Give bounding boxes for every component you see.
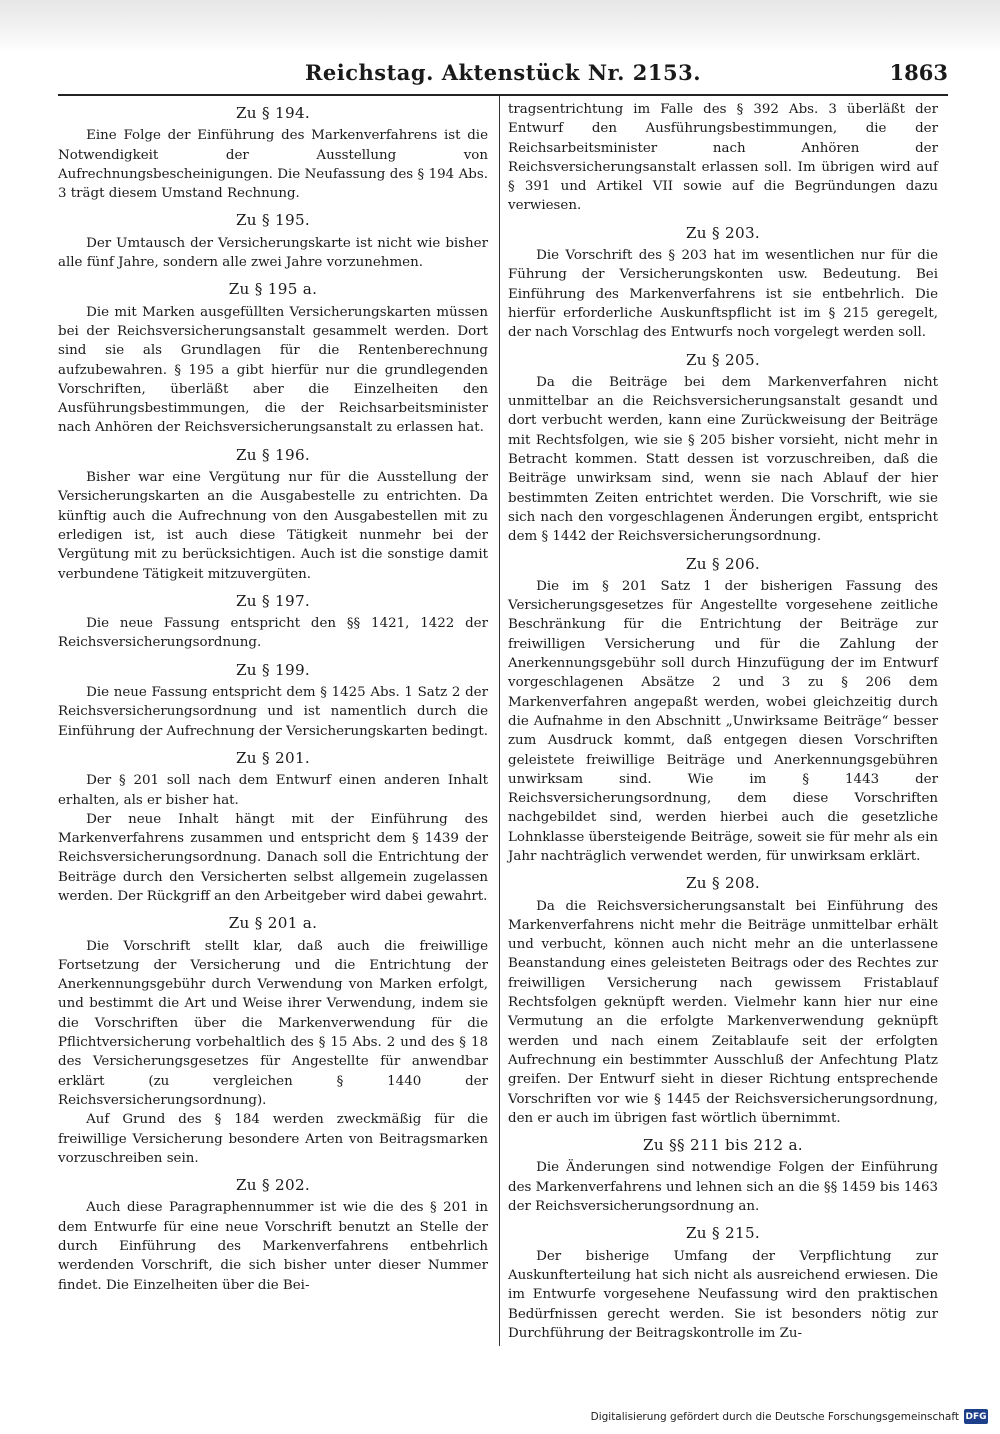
section-paragraph: Bisher war eine Vergütung nur für die Ausstellung der Versicherungskarten an die Ausgabestelle zu entrichten. Da künftig auch die Aufrechnung von den Ausgabestellen mit zu erledigen ist, ist auch diese Tätigkeit nunmehr bei der Vergütung mit zu berücksichtigen. Auch ist die sonstige damit verbundene Tätigkeit mitzuvergüten.	[58, 470, 488, 582]
section-paragraph: Die mit Marken ausgefüllten Versicherungskarten müssen bei der Reichsversicherungsanstalt gesammelt werden. Dort sind sie als Grundlagen für die Rentenberechnung aufzubewahren. § 195 a gibt hierfür nur die grundlegenden Vorschriften, überläßt aber die Einzelheiten den Ausführungsbestimmungen, die der Reichsarbeitsminister nach Anhören der Reichsversicherungsanstalt zu erlassen hat.	[58, 304, 488, 436]
section-heading: Zu § 203.	[685, 223, 761, 242]
section-paragraph: Eine Folge der Einführung des Markenverfahrens ist die Notwendigkeit der Ausstellung von Aufrechnungsbescheinigungen. Die Neufassung des § 194 Abs. 3 trägt diesem Umstand Rechnung.	[58, 128, 488, 202]
section-heading: Zu § 208.	[685, 874, 761, 893]
section-heading: Zu § 194.	[235, 104, 311, 122]
section-heading: Zu § 199.	[235, 660, 311, 679]
section-paragraph: Auch diese Paragraphennummer ist wie die des § 201 in dem Entwurfe für eine neue Vorschrift benutzt an Stelle der durch Einführung des Markenverfahrens entbehrlich werdenden Vorschrift, die sich bisher unter dieser Nummer findet. Die Einzelheiten über die Bei-	[58, 1200, 488, 1293]
section-heading: Zu § 195.	[235, 211, 311, 230]
section-paragraph: Der neue Inhalt hängt mit der Einführung des Markenverfahrens zusammen und entspricht dem § 1439 der Reichsversicherungsordnung. Danach soll die Entrichtung der Beiträge durch den Versicherten selbst allgemein zugelassen werden. Der Rückgriff an den Arbeitgeber wird dabei gewahrt.	[58, 811, 488, 904]
section-heading: Zu §§ 211 bis 212 a.	[643, 1136, 803, 1155]
right-column	[508, 100, 938, 1343]
section-paragraph: Die Vorschrift stellt klar, daß auch die freiwillige Fortsetzung der Versicherung und die Entrichtung der Anerkennungsgebühr durch Verwendung von Marken erfolgt, und bestimmt die Art und Weise ihrer Verwendung, indem sie die Vorschriften über die Markenverwendung für die Pflichtversicherung vorbehaltlich des § 15 Abs. 2 und des § 18 des Versicherungsgesetzes für Angestellte für anwendbar erklärt (zu vergleichen § 1440 der Reichsversicherungsordnung).	[58, 938, 488, 1108]
section-heading: Zu § 196.	[235, 445, 311, 464]
page-header	[58, 60, 948, 90]
section-heading: Zu § 201.	[235, 748, 311, 767]
column-divider	[499, 96, 500, 1346]
page-number: 1863	[889, 60, 948, 85]
section-heading: Zu § 201 a.	[228, 914, 318, 933]
section-heading: Zu § 206.	[685, 554, 761, 573]
section-paragraph: Die im § 201 Satz 1 der bisherigen Fassung des Versicherungsgesetzes für Angestellte vorgesehene zeitliche Beschränkung für die Entrichtung der Beiträge zur freiwilligen Versicherung und für die Zahlung der Anerkennungsgebühr soll durch Hinzufügung der im Entwurf vorgeschlagenen Absätze 2 und 3 zu § 206 dem Markenverfahren angepaßt werden, wobei gleichzeitig durch die Aufnahme in den Abschnitt „Unwirksame Beiträge“ besser zum Ausdruck kommt, daß entgegen diesen Vorschriften geleistete freiwillige Beiträge und Anerkennungsgebühren unwirksam sind. Wie im § 1443 der Reichsversicherungsordnung, dem diese Vorschriften nachgebildet sind, werden hierbei auch die gesetzliche Lohnklasse übersteigende Beiträge, soweit sie für mehr als ein Jahr nachträglich verwendet werden, für unwirksam erklärt.	[508, 578, 938, 864]
section-paragraph: Der Umtausch der Versicherungskarte ist nicht wie bisher alle fünf Jahre, sondern alle zwei Jahre vorzunehmen.	[58, 235, 488, 271]
section-paragraph: tragsentrichtung im Falle des § 392 Abs. 3 überläßt der Entwurf den Ausführungsbestimmungen, die der Reichsarbeitsminister nach Anhören der Reichsversicherungsanstalt erlassen soll. Im übrigen wird auf § 391 und Artikel VII sowie auf die Begründungen dazu verwiesen.	[508, 102, 938, 214]
section-paragraph: Der § 201 soll nach dem Entwurf einen anderen Inhalt erhalten, als er bisher hat.	[58, 773, 488, 808]
section-paragraph: Die neue Fassung entspricht dem § 1425 Abs. 1 Satz 2 der Reichsversicherungsordnung und ist namentlich durch die Einführung der Aufrechnung der Versicherungskarten bedingt.	[58, 685, 489, 739]
section-paragraph: Die Änderungen sind notwendige Folgen der Einführung des Markenverfahrens und lehnen sich an die §§ 1459 bis 1463 der Reichsversicherungsordnung an.	[508, 1160, 938, 1215]
section-paragraph: Die Vorschrift des § 203 hat im wesentlichen nur für die Führung der Versicherungskonten usw. Bedeutung. Bei Einführung des Markenverfahrens ist sie entbehrlich. Die hierfür erforderliche Auskunftspflicht ist im § 215 geregelt, der nach Vorschlag des Entwurfs noch vorgelegt werden soll.	[508, 248, 938, 341]
header-rule	[58, 94, 948, 96]
section-paragraph: Da die Reichsversicherungsanstalt bei Einführung des Markenverfahrens nicht mehr die Beiträge unmittelbar erhält und verbucht, können auch nicht mehr an die unterlassene Beanstandung eines geleisteten Beitrags oder des Rechtes zur freiwilligen Versicherung nach gewissem Fristablauf Rechtsfolgen geknüpft werden. Vielmehr kann hier nur eine Vermutung an die erfolgte Markenverwendung geknüpft werden und nach einem Zeitablaufe seit der erfolgten Aufrechnung ein bestimmter Ausschluß der Anfechtung Platz greifen. Der Entwurf sieht in dieser Richtung entsprechende Vorschriften vor wie § 1445 der Reichsversicherungsordnung, den er auch im übrigen fast wörtlich übernimmt.	[508, 898, 938, 1126]
section-paragraph: Der bisherige Umfang der Verpflichtung zur Auskunfterteilung hat sich nicht als ausreichend erwiesen. Die im Entwurfe vorgesehene Neufassung wird den praktischen Bedürfnissen gerecht werden. Sie ist besonders nötig zur Durchführung der Beitragskontrolle im Zu-	[508, 1248, 938, 1341]
left-column	[58, 100, 488, 1295]
section-heading: Zu § 215.	[685, 1224, 761, 1243]
dfg-logo-icon: DFG	[964, 1409, 988, 1424]
section-heading: Zu § 197.	[235, 591, 311, 610]
digitization-footer	[591, 1409, 988, 1424]
section-paragraph: Da die Beiträge bei dem Markenverfahren nicht unmittelbar an die Reichsversicherungsanstalt gesandt und dort verbucht werden, kann eine Zurückweisung der Beiträge mit Rechtsfolgen, wie sie § 205 bisher vorsieht, nicht mehr in Betracht kommen. Statt dessen ist vorzuschreiben, daß die Beiträge unwirksam sind, wenn sie nach Ablauf der hier bestimmten Zeiten entrichtet werden. Die Vorschrift, wie sie sich nach den vorgeschlagenen Änderungen ergibt, entspricht dem § 1442 der Reichsversicherungsordnung.	[508, 374, 938, 545]
section-heading: Zu § 195 a.	[228, 280, 318, 299]
section-paragraph: Die neue Fassung entspricht den §§ 1421, 1422 der Reichsversicherungsordnung.	[58, 616, 488, 651]
scan-border	[0, 0, 1000, 52]
running-title: Reichstag. Aktenstück Nr. 2153.	[304, 60, 702, 85]
footer-text: Digitalisierung gefördert durch die Deutsche Forschungsgemeinschaft	[590, 1410, 959, 1423]
section-heading: Zu § 205.	[685, 350, 761, 369]
section-heading: Zu § 202.	[235, 1176, 311, 1195]
section-paragraph: Auf Grund des § 184 werden zweckmäßig für die freiwillige Versicherung besondere Arten von Beitragsmarken vorzuschreiben sein.	[58, 1112, 488, 1166]
